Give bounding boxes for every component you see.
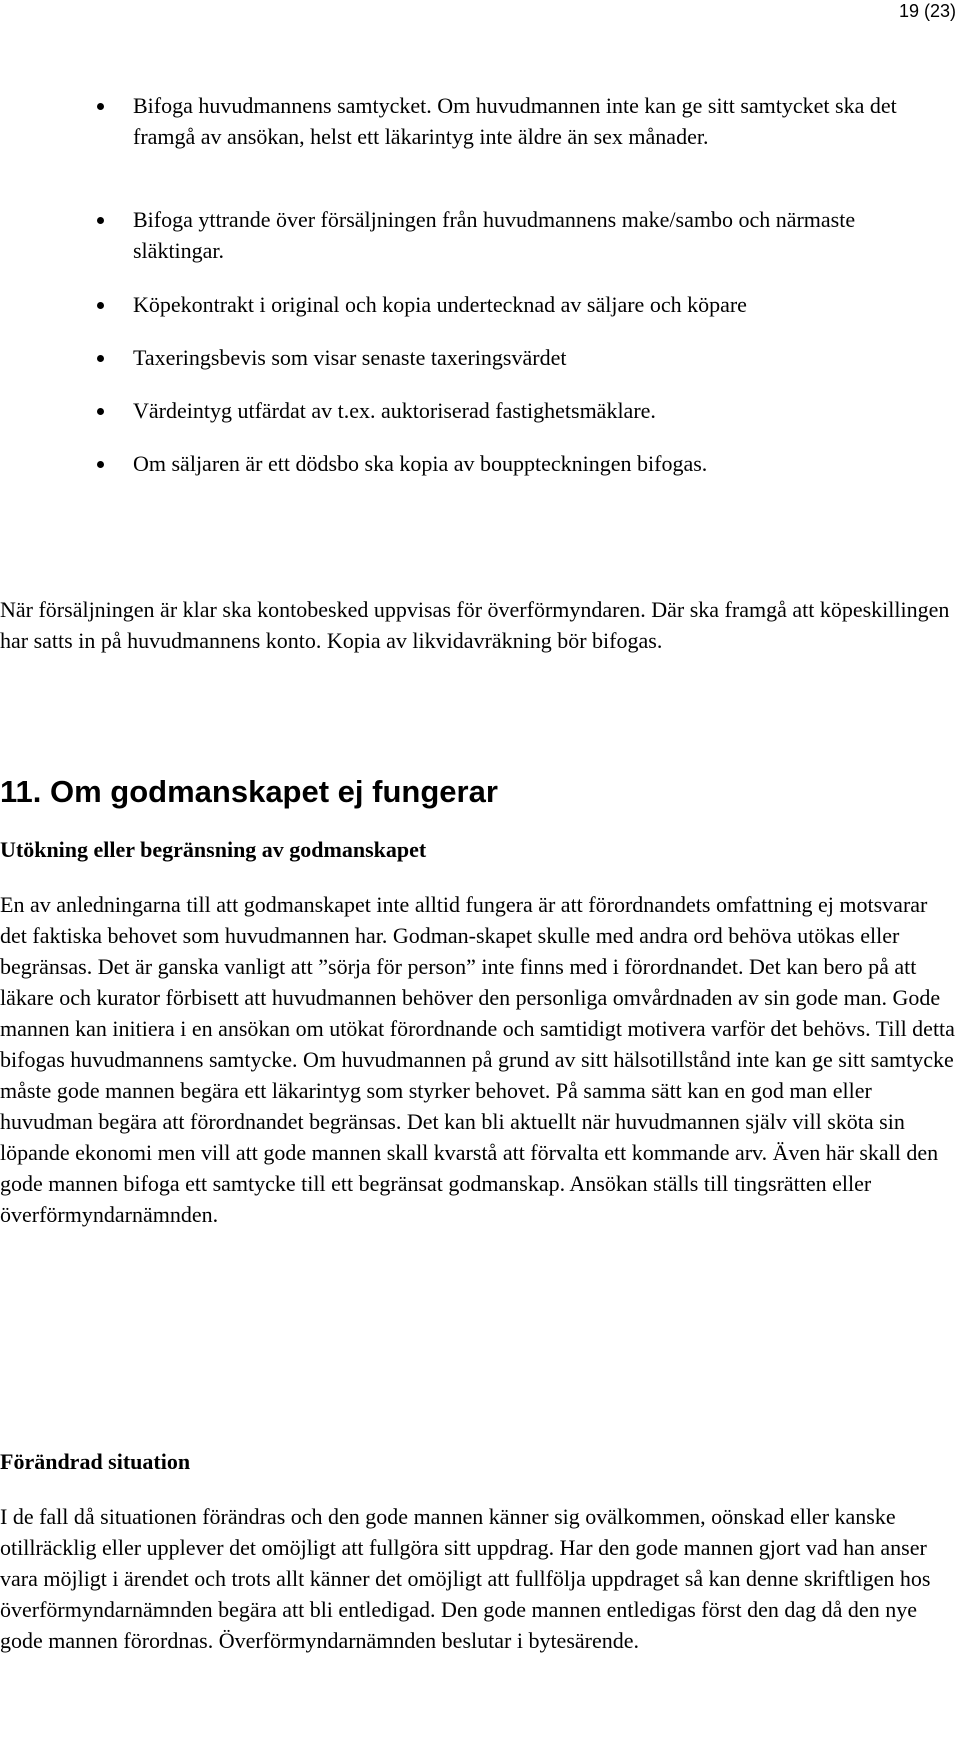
sale-completion-paragraph: När försäljningen är klar ska kontobesked uppvisas för överförmyndaren. Där ska framgå att köpeskillingen har satts in på huvudmannens konto. Kopia av likvidavräkning bör bifogas. <box>0 597 950 653</box>
list-item <box>0 395 933 426</box>
list-item-text: Bifoga yttrande över försäljningen från huvudmannens make/sambo och närmaste släktingar. <box>133 207 856 263</box>
extension-paragraph: En av anledningarna till att godmanskapet inte alltid fungera är att förordnandets omfattning ej motsvarar det faktiska behovet som huvudmannen har. Godman-skapet skulle med andra ord behöva utökas eller begränsas. Det är ganska vanligt att ”sörja för person” inte finns med i förordnandet. Det kan bero på att läkare och kurator förbisett att huvudmannen behöver den personliga omvårdnaden av sin gode man. Gode mannen kan initiera i en ansökan om utökat förordnande och samtidigt motivera varför det behövs. Till detta bifogas huvudmannens samtycke. Om huvudmannen på grund av sitt hälsotillstånd inte kan ge sitt samtycke måste gode mannen begära ett läkarintyg som styrker behovet. På samma sätt kan en god man eller huvudman begära att förordnandet begränsas. Det kan bli aktuellt när huvudmannen själv vill sköta sin löpande ekonomi men vill att gode mannen skall kvarstå att förvalta ett kommande arv. Även här skall den gode mannen bifoga ett samtycke till ett begränsat godmanskap. Ansökan ställs till tingsrätten eller överförmyndarnämnden. <box>0 892 955 1227</box>
bullet-icon <box>97 461 104 468</box>
list-item <box>0 448 933 479</box>
list-item <box>0 289 960 320</box>
list-item <box>0 90 933 183</box>
bullet-icon <box>97 217 104 224</box>
list-item <box>0 204 933 278</box>
list-item-text: Köpekontrakt i original och kopia undertecknad av säljare och köpare <box>133 292 747 317</box>
requirements-list <box>0 90 960 479</box>
subheading-changed-situation: Förändrad situation <box>0 1449 191 1474</box>
page-number: 19 (23) <box>898 1 956 21</box>
bullet-icon <box>97 355 104 362</box>
changed-situation-paragraph: I de fall då situationen förändras och den gode mannen känner sig ovälkommen, oönskad eller kanske otillräcklig eller upplever det omöjligt att fullgöra sitt uppdrag. Har den gode mannen gjort vad han anser vara möjligt i ärendet och trots allt känner det omöjligt att fullfölja uppdraget så kan denne skriftligen hos överförmyndarnämnden begära att bli entledigad. Den gode mannen entledigas först den dag då den nye gode mannen förordnas. Överförmyndarnämnden beslutar i bytesärende. <box>0 1504 931 1653</box>
list-item-text: Bifoga huvudmannens samtycket. Om huvudmannen inte kan ge sitt samtycket ska det framgå av ansökan, helst ett läkarintyg inte äldre än sex månader. <box>133 93 897 149</box>
section-title: 11. Om godmanskapet ej fungerar <box>0 774 498 809</box>
subheading-extension: Utökning eller begränsning av godmanskapet <box>0 837 427 862</box>
list-item-text: Taxeringsbevis som visar senaste taxeringsvärdet <box>133 345 567 370</box>
list-item <box>0 342 933 373</box>
bullet-icon <box>97 103 104 110</box>
list-item-text: Om säljaren är ett dödsbo ska kopia av bouppteckningen bifogas. <box>133 451 708 476</box>
list-item-text: Värdeintyg utfärdat av t.ex. auktoriserad fastighetsmäklare. <box>133 398 656 423</box>
bullet-icon <box>97 302 104 309</box>
bullet-icon <box>97 408 104 415</box>
